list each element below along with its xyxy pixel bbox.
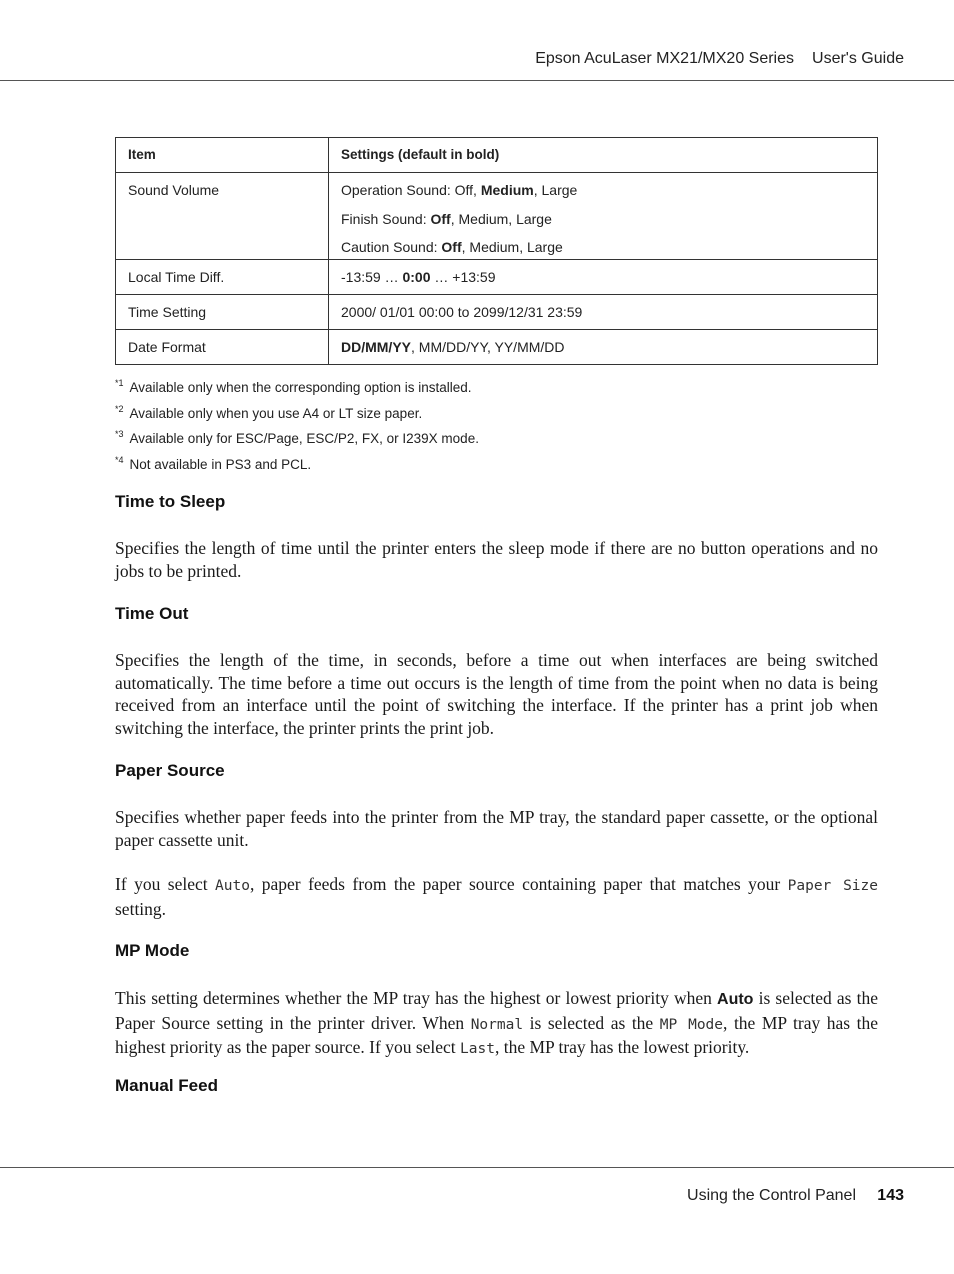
section-title-manual-feed: Manual Feed — [115, 1076, 218, 1095]
table-row — [116, 329, 878, 364]
footer-chapter: Using the Control Panel — [687, 1187, 856, 1204]
row-item: Sound Volume — [116, 173, 329, 260]
paragraph-mp-mode: This setting determines whether the MP tray has the highest or lowest priority when Auto is selected as the Paper Source setting in the printer driver. When Normal is selected as the MP Mode, the MP tray has the highest priority as the paper source. If you select Last, the MP tray has the lowest priority. — [115, 988, 879, 1058]
row-settings: DD/MM/YY, MM/DD/YY, YY/MM/DD — [329, 329, 878, 364]
footnotes — [115, 373, 479, 476]
row-settings: 2000/ 01/01 00:00 to 2099/12/31 23:59 — [329, 294, 878, 329]
section-title-paper-source: Paper Source — [115, 761, 225, 780]
paragraph-time-to-sleep: Specifies the length of time until the printer enters the sleep mode if there are no button operations and no jobs to be printed. — [115, 538, 878, 581]
row-item: Date Format — [116, 329, 329, 364]
bold-auto: Auto — [717, 991, 754, 1008]
header-settings: Settings (default in bold) — [329, 138, 878, 173]
footer-rule — [0, 1167, 954, 1168]
footnote: $^{*4}$ Not available in PS3 and PCL. — [115, 455, 312, 473]
paragraph-time-out: Specifies the length of the time, in seconds, before a time out when interfaces are being switched automatically. The time before a time out occurs is the length of time from the point when no data is being received from an interface until the point of switching the interface. If the printer has a print job when switching the interface, the printer prints the print job. — [115, 650, 878, 738]
footnote: $^{*1}$ Available only when the corresponding option is installed. — [115, 378, 472, 395]
header-product: Epson AcuLaser MX21/MX20 Series — [535, 50, 795, 67]
code-auto: Auto — [215, 878, 250, 894]
table-row — [116, 173, 878, 260]
code-normal: Normal — [470, 1016, 524, 1033]
header-item: Item — [116, 138, 329, 173]
table-row — [116, 259, 878, 294]
row-item: Local Time Diff. — [116, 259, 329, 294]
table-header-row — [116, 138, 878, 173]
setting-line: Finish Sound: Off, Medium, Large — [341, 210, 552, 227]
footnote: $^{*2}$ Available only when you use A4 or LT size paper. — [115, 403, 423, 421]
table-row — [116, 294, 878, 329]
setting-line: Operation Sound: Off, Medium, Large — [341, 182, 578, 198]
footnote: $^{*3}$ Available only for ESC/Page, ESC/P2, FX, or I239X mode. — [115, 429, 479, 447]
page-number: 143 — [877, 1187, 904, 1204]
code-mp-mode: MP Mode — [659, 1016, 724, 1033]
row-settings — [329, 173, 878, 260]
code-last: Last — [460, 1041, 495, 1058]
header-rule — [0, 80, 954, 81]
section-title-time-out: Time Out — [115, 604, 189, 623]
setting-line: Caution Sound: Off, Medium, Large — [341, 239, 563, 255]
paragraph-paper-source: Specifies whether paper feeds into the printer from the MP tray, the standard paper cassette, or the optional paper cassette unit. — [115, 807, 878, 850]
paragraph-paper-source-auto: If you select Auto, paper feeds from the paper source containing paper that matches your Paper Size setting. — [115, 874, 878, 919]
header-guide: User's Guide — [812, 50, 904, 67]
running-header — [535, 50, 904, 68]
section-title-time-to-sleep: Time to Sleep — [115, 492, 226, 511]
row-settings: -13:59 … 0:00 … +13:59 — [329, 259, 878, 294]
code-paper-size: Paper Size — [787, 878, 878, 894]
section-title-mp-mode: MP Mode — [115, 941, 190, 960]
settings-table — [115, 137, 878, 365]
row-item: Time Setting — [116, 294, 329, 329]
